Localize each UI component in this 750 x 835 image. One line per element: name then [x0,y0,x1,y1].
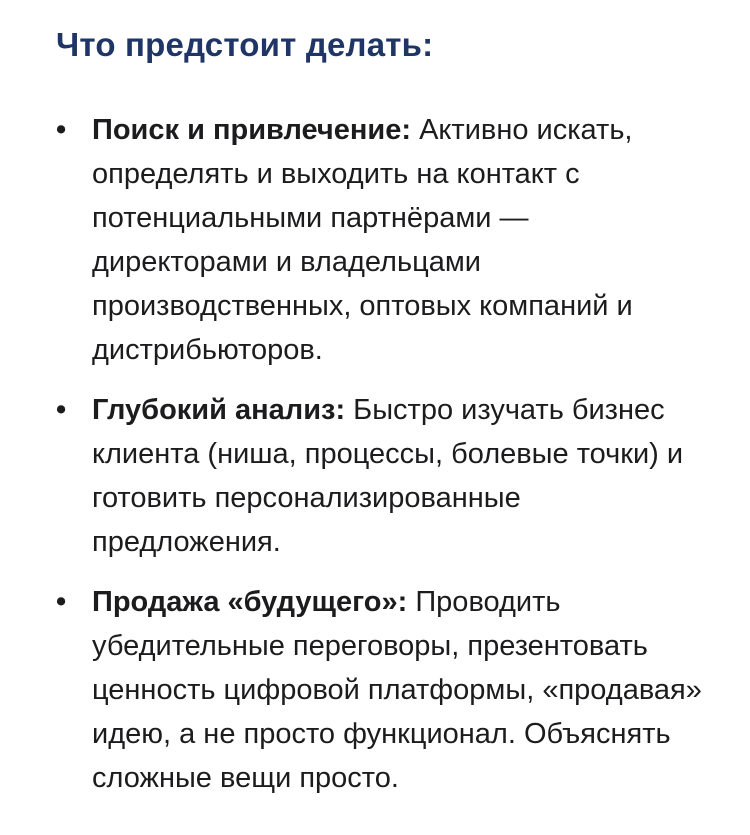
list-item-title: Глубокий анализ: [92,394,346,426]
section-heading: Что предстоит делать: [56,26,434,63]
list-item [56,388,710,564]
bullet-icon: • [56,586,67,618]
list-item [56,580,710,800]
task-list [56,108,710,800]
list-item-title: Поиск и привлечение: [92,114,412,146]
list-item-text: Активно искать, определять и выходить на контакт с потенциальными партнёрами — директорами и владельцами производственных, оптовых компаний и дистрибьюторов. [92,114,633,366]
list-item-text: Быстро изучать бизнес клиента (ниша, процессы, болевые точки) и готовить персонализированные предложения. [92,394,684,558]
list-item [56,108,710,372]
bullet-icon: • [56,114,67,146]
list-item-title: Продажа «будущего»: [92,586,408,618]
bullet-icon: • [56,394,67,426]
list-item-text: Проводить убедительные переговоры, презентовать ценность цифровой платформы, «продавая» идею, а не просто функционал. Объяснять сложные вещи просто. [92,586,702,794]
